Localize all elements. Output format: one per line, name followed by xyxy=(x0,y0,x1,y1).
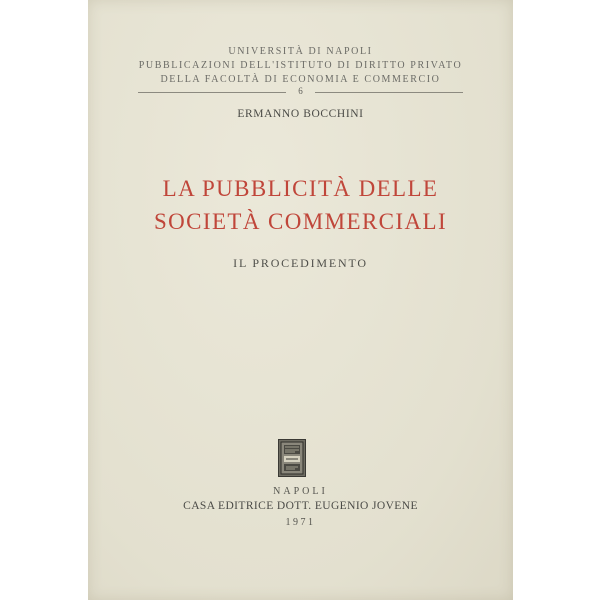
publisher-mark-icon xyxy=(278,439,306,477)
book-title xyxy=(88,172,513,238)
series-line-publications: PUBBLICAZIONI DELL'ISTITUTO DI DIRITTO PRIVATO xyxy=(138,60,463,71)
book-title-line-1: LA PUBBLICITÀ DELLE xyxy=(162,176,439,201)
series-rule-right xyxy=(315,92,463,93)
publisher-city: NAPOLI xyxy=(273,486,328,497)
publication-year: 1971 xyxy=(285,517,316,528)
series-line-faculty: DELLA FACOLTÀ DI ECONOMIA E COMMERCIO xyxy=(160,74,441,85)
series-number: 6 xyxy=(298,86,303,96)
book-title-line-2: SOCIETÀ COMMERCIALI xyxy=(153,209,448,234)
title-page xyxy=(88,0,513,600)
publisher-name: CASA EDITRICE DOTT. EUGENIO JOVENE xyxy=(183,500,418,512)
book-subtitle: IL PROCEDIMENTO xyxy=(233,256,368,270)
author-name: ERMANNO BOCCHINI xyxy=(237,108,364,120)
series-line-university: UNIVERSITÀ DI NAPOLI xyxy=(228,46,373,57)
series-number-row xyxy=(138,86,463,98)
